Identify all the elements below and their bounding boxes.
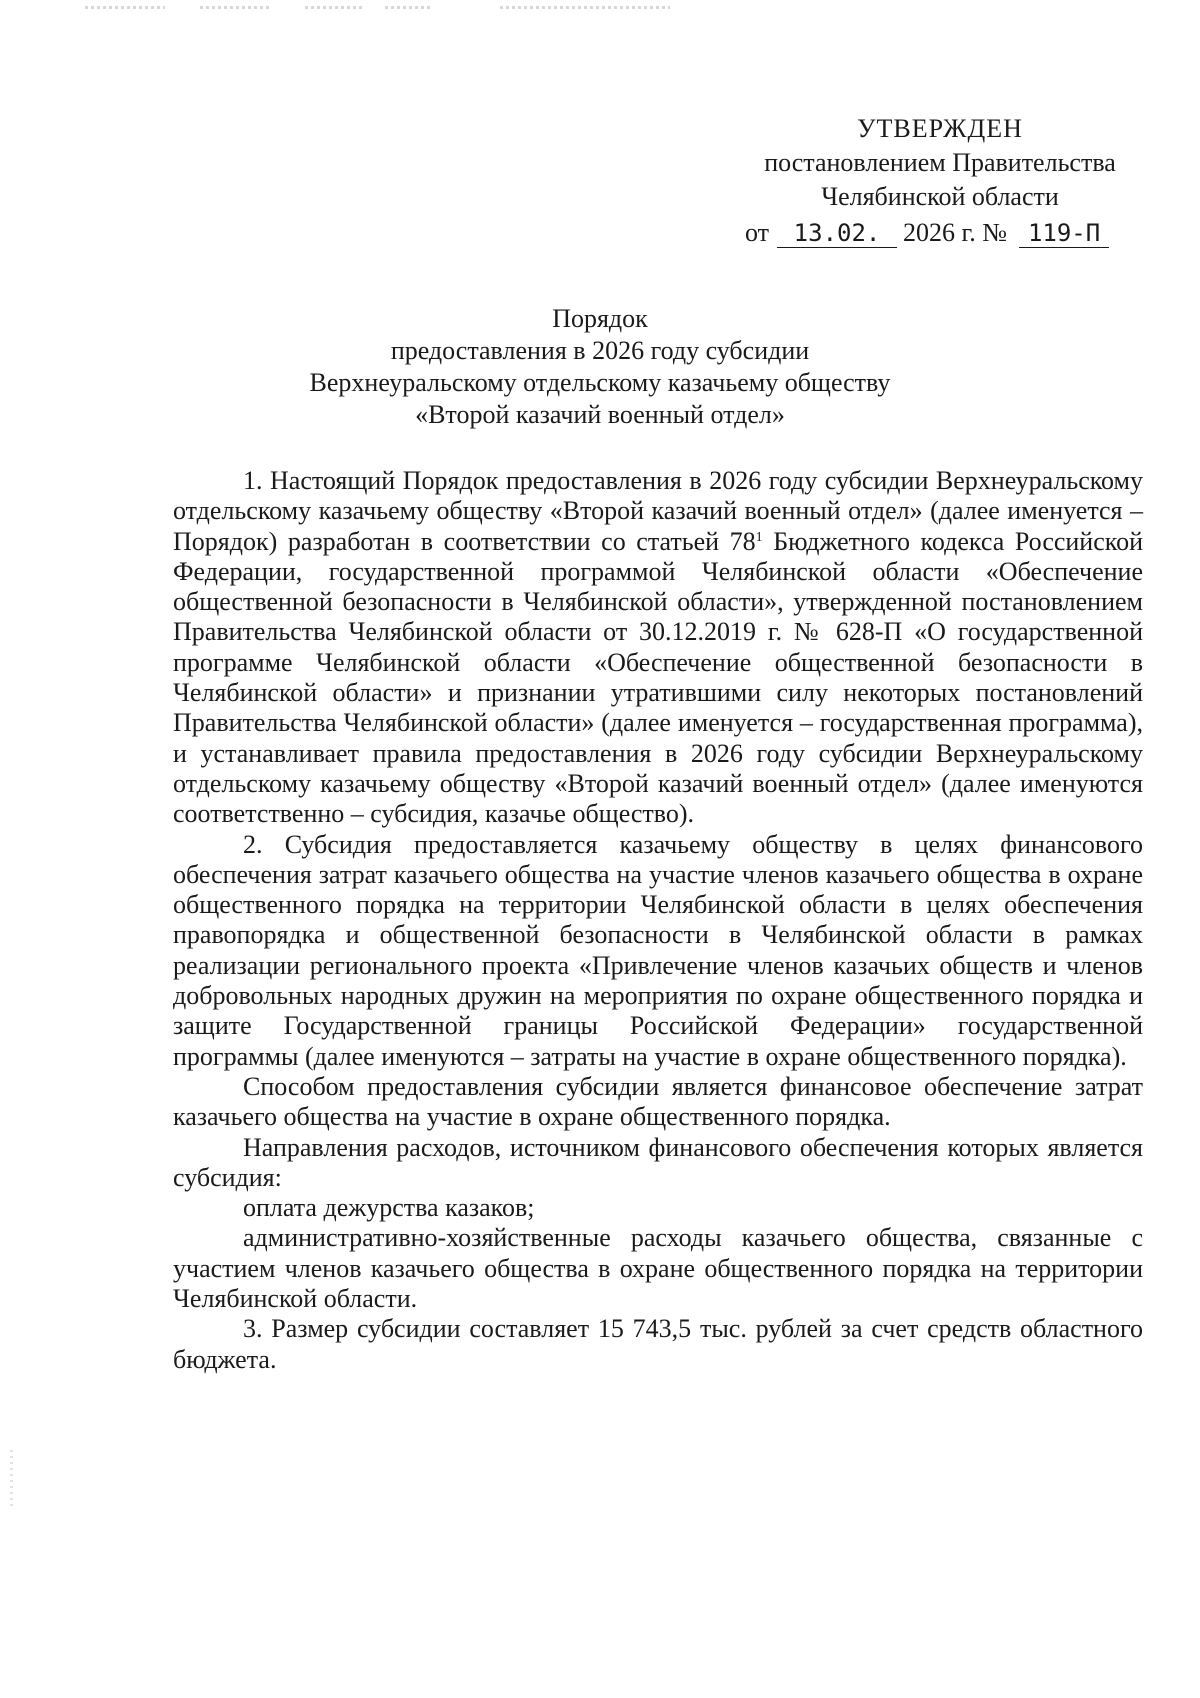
approval-block [740, 112, 1140, 250]
title-line: Верхнеуральскому отдельскому казачьему обществу [309, 368, 891, 397]
document-title [250, 303, 950, 431]
paragraph-2: 2. Субсидия предоставляется казачьему обществу в целях финансового обеспечения затрат казачьего общества на участие членов казачьего общества в охране общественного порядка на территории Челябинской области в целях обеспечения правопорядка и общественной безопасности в Челябинской области в рамках реализации регионального проекта «Привлечение членов казачьих обществ и членов добровольных народных дружин на мероприятия по охране общественного порядка и защите Государственной границы Российской Федерации» государственной программы (далее именуются – затраты на участие в охране общественного порядка). [173, 829, 1143, 1071]
approved-heading: УТВЕРЖДЕН [857, 114, 1023, 143]
scan-artifact [85, 6, 165, 9]
paragraph-6: административно-хозяйственные расходы казачьего общества, связанные с участием членов казачьего общества в охране общественного порядка на территории Челябинской области. [173, 1223, 1143, 1314]
approval-date: 13.02. [777, 219, 897, 248]
scan-artifact [500, 6, 670, 9]
title-line: Порядок [552, 304, 648, 333]
scan-artifact [200, 6, 270, 9]
title-line: «Второй казачий военный отдел» [415, 400, 785, 429]
approved-region-line: Челябинской области [821, 182, 1059, 211]
paragraph-4: Направления расходов, источником финансового обеспечения которых является субсидия: [173, 1132, 1143, 1192]
paragraph-7: 3. Размер субсидии составляет 15 743,5 тыс. рублей за счет средств областного бюджета. [173, 1314, 1143, 1374]
approval-date-line [745, 214, 1140, 250]
paragraph-1-text: 1. Настоящий Порядок предоставления в 2026 году субсидии Верхнеуральскому отдельскому казачьему обществу «Второй казачий военный отдел» (далее именуется – Порядок) разработан в соответствии со статьей 78 [173, 466, 1143, 556]
year-label: 2026 г. № [903, 218, 1008, 247]
paragraph-5: оплата дежурства казаков; [243, 1193, 535, 1223]
article-superscript: 1 [755, 529, 763, 545]
scan-artifact [385, 6, 430, 9]
scan-artifact [305, 6, 365, 9]
title-line: предоставления в 2026 году субсидии [390, 336, 810, 365]
paragraph-1-continuation: Бюджетного кодекса Российской Федерации, государственной программой Челябинской области «Обеспечение общественной безопасности в Челябинской области», утвержденной постановлением Правительства Челябинской области от 30.12.2019 г. № 628-П «О государственной программе Челябинской области «Обеспечение общественной безопасности в Челябинской области» и признании утратившими силу некоторых постановлений Правительства Челябинской области» (далее именуется – государственная программа), и устанавливает правила предоставления в 2026 году субсидии Верхнеуральскому отдельскому казачьему обществу «Второй казачий военный отдел» (далее именуются соответственно – субсидия, казачье общество). [173, 526, 1143, 829]
approval-number: 119-П [1019, 219, 1109, 248]
paragraph-3: Способом предоставления субсидии является финансовое обеспечение затрат казачьего общества на участие в охране общественного порядка. [173, 1071, 1143, 1132]
scan-artifact [10, 1450, 13, 1510]
from-label: от [745, 218, 770, 247]
document-body [173, 466, 1143, 1375]
approved-by-line: постановлением Правительства [764, 148, 1116, 177]
paragraph-1 [173, 466, 1143, 830]
